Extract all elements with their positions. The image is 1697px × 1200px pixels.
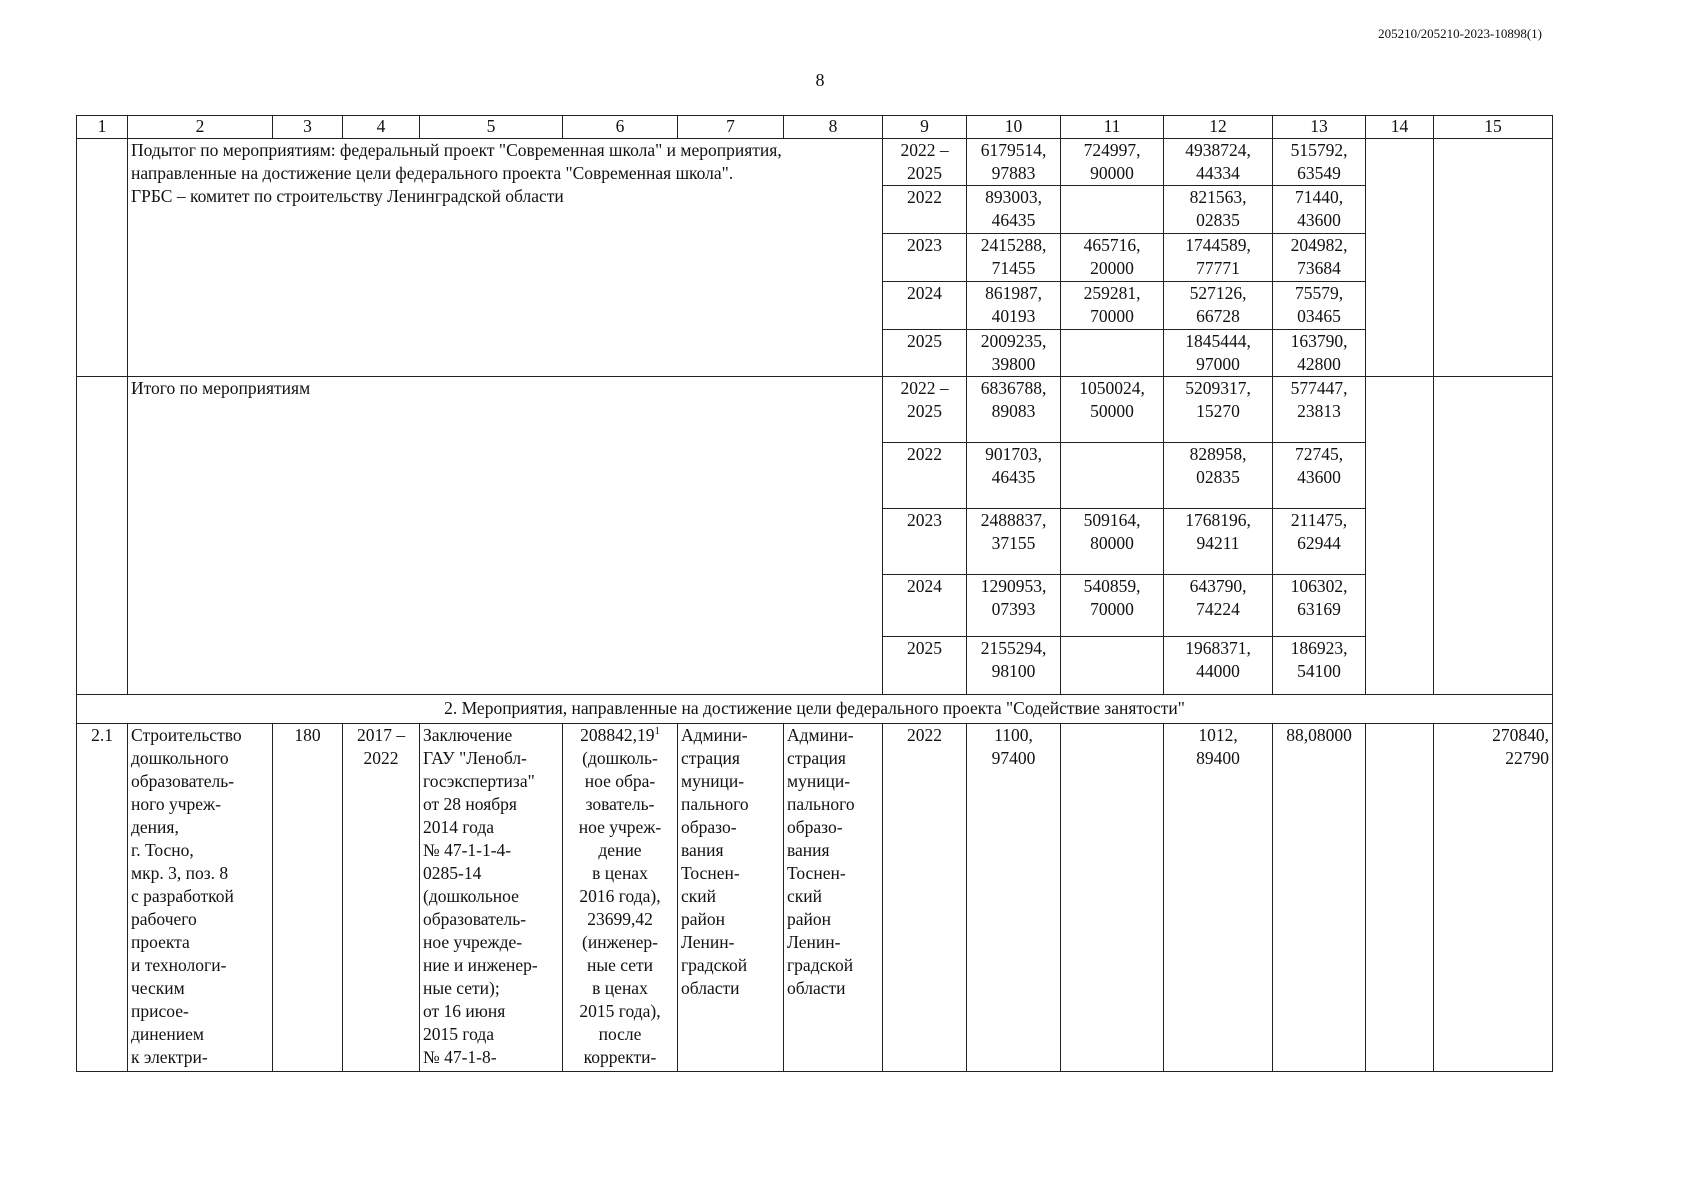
col-num-1: 1 [77, 116, 128, 139]
subtotal-regional-value: 821563, 02835 [1164, 186, 1273, 234]
subtotal-federal-value: 465716, 20000 [1061, 234, 1164, 282]
subtotal-local-value: 163790, 42800 [1273, 330, 1366, 377]
col-num-13: 13 [1273, 116, 1366, 139]
total-regional-value: 643790, 74224 [1164, 575, 1273, 637]
item-period: 2017 – 2022 [343, 724, 420, 1072]
total-row [77, 377, 1553, 443]
col-num-15: 15 [1434, 116, 1553, 139]
subtotal-total-value: 2009235, 39800 [967, 330, 1061, 377]
footnote-mark: 1 [654, 725, 660, 738]
total-col15 [1434, 377, 1553, 695]
total-total-value: 1290953, 07393 [967, 575, 1061, 637]
subtotal-total-value: 893003, 46435 [967, 186, 1061, 234]
subtotal-year: 2025 [883, 330, 967, 377]
total-label: Итого по мероприятиям [128, 377, 883, 695]
col-num-12: 12 [1164, 116, 1273, 139]
subtotal-regional-value: 1744589, 77771 [1164, 234, 1273, 282]
item-customer: Админи- страция муници- пального образо- вания Тоснен- ский район Ленин- градской области [678, 724, 784, 1072]
subtotal-federal-value: 724997, 90000 [1061, 139, 1164, 186]
total-federal-value: 540859, 70000 [1061, 575, 1164, 637]
col-num-4: 4 [343, 116, 420, 139]
total-local-value: 577447, 23813 [1273, 377, 1366, 443]
subtotal-regional-value: 527126, 66728 [1164, 282, 1273, 330]
subtotal-year: 2022 – 2025 [883, 139, 967, 186]
item-expertise: Заключение ГАУ "Ленобл- госэкспертиза" от 28 ноября 2014 года № 47-1-1-4- 0285-14 (дошкольное образователь- ное учрежде- ние и инженер- ные сети); от 16 июня 2015 года № 47-1-8- [420, 724, 563, 1072]
item-federal-value [1061, 724, 1164, 1072]
item-col14 [1366, 724, 1434, 1072]
total-federal-value: 509164, 80000 [1061, 509, 1164, 575]
subtotal-total-value: 6179514, 97883 [967, 139, 1061, 186]
col-num-8: 8 [784, 116, 883, 139]
item-cost-details: (дошколь- ное обра- зователь- ное учреж- дение в ценах 2016 года), 23699,42 (инженер- ные сети в ценах 2015 года), после корректи- [578, 748, 662, 1067]
total-local-value: 211475, 62944 [1273, 509, 1366, 575]
item-remaining-cost: 270840, 22790 [1434, 724, 1553, 1072]
total-total-value: 2488837, 37155 [967, 509, 1061, 575]
subtotal-col14 [1366, 139, 1434, 377]
total-federal-value [1061, 637, 1164, 695]
subtotal-label: Подытог по мероприятиям: федеральный проект "Современная школа" и мероприятия, направленные на достижение цели федерального проекта "Современная школа". ГРБС – комитет по строительству Ленинградской области [128, 139, 883, 377]
col-num-14: 14 [1366, 116, 1434, 139]
subtotal-federal-value [1061, 330, 1164, 377]
total-col14 [1366, 377, 1434, 695]
col-num-11: 11 [1061, 116, 1164, 139]
total-year: 2022 – 2025 [883, 377, 967, 443]
subtotal-local-value: 204982, 73684 [1273, 234, 1366, 282]
program-table [76, 115, 1553, 1072]
subtotal-year: 2024 [883, 282, 967, 330]
section-row [77, 695, 1553, 724]
item-row [77, 724, 1553, 1072]
total-federal-value: 1050024, 50000 [1061, 377, 1164, 443]
total-year: 2025 [883, 637, 967, 695]
item-year: 2022 [883, 724, 967, 1072]
col-num-10: 10 [967, 116, 1061, 139]
total-total-value: 901703, 46435 [967, 443, 1061, 509]
document-id: 205210/205210-2023-10898(1) [1378, 26, 1542, 41]
subtotal-federal-value [1061, 186, 1164, 234]
col-num-7: 7 [678, 116, 784, 139]
col-num-6: 6 [563, 116, 678, 139]
col-num-5: 5 [420, 116, 563, 139]
subtotal-year: 2022 [883, 186, 967, 234]
subtotal-local-value: 75579, 03465 [1273, 282, 1366, 330]
total-regional-value: 1768196, 94211 [1164, 509, 1273, 575]
subtotal-regional-value: 4938724, 44334 [1164, 139, 1273, 186]
item-number: 2.1 [77, 724, 128, 1072]
subtotal-row [77, 139, 1553, 186]
total-year: 2024 [883, 575, 967, 637]
total-year: 2023 [883, 509, 967, 575]
column-number-row [77, 116, 1553, 139]
total-regional-value: 5209317, 15270 [1164, 377, 1273, 443]
total-local-value: 106302, 63169 [1273, 575, 1366, 637]
subtotal-regional-value: 1845444, 97000 [1164, 330, 1273, 377]
total-regional-value: 1968371, 44000 [1164, 637, 1273, 695]
total-num-cell [77, 377, 128, 695]
item-cost-value: 208842,19 [580, 725, 655, 745]
item-name: Строительство дошкольного образователь- ного учреж- дения, г. Тосно, мкр. 3, поз. 8 с разработкой рабочего проекта и технологи- ческим присое- динением к электри- [128, 724, 273, 1072]
total-local-value: 186923, 54100 [1273, 637, 1366, 695]
subtotal-num-cell [77, 139, 128, 377]
page-number: 8 [815, 70, 825, 90]
total-regional-value: 828958, 02835 [1164, 443, 1273, 509]
subtotal-local-value: 71440, 43600 [1273, 186, 1366, 234]
subtotal-federal-value: 259281, 70000 [1061, 282, 1164, 330]
item-regional-value: 1012, 89400 [1164, 724, 1273, 1072]
item-contractor: Админи- страция муници- пального образо- вания Тоснен- ский район Ленин- градской области [784, 724, 883, 1072]
subtotal-local-value: 515792, 63549 [1273, 139, 1366, 186]
total-year: 2022 [883, 443, 967, 509]
item-total-value: 1100, 97400 [967, 724, 1061, 1072]
subtotal-total-value: 2415288, 71455 [967, 234, 1061, 282]
subtotal-col15 [1434, 139, 1553, 377]
item-local-value: 88,08000 [1273, 724, 1366, 1072]
total-total-value: 2155294, 98100 [967, 637, 1061, 695]
item-capacity: 180 [273, 724, 343, 1072]
total-local-value: 72745, 43600 [1273, 443, 1366, 509]
subtotal-year: 2023 [883, 234, 967, 282]
col-num-2: 2 [128, 116, 273, 139]
section-title: 2. Мероприятия, направленные на достижение цели федерального проекта "Содействие занятости" [77, 695, 1553, 724]
total-total-value: 6836788, 89083 [967, 377, 1061, 443]
col-num-9: 9 [883, 116, 967, 139]
subtotal-total-value: 861987, 40193 [967, 282, 1061, 330]
item-estimated-cost [563, 724, 678, 1072]
total-federal-value [1061, 443, 1164, 509]
col-num-3: 3 [273, 116, 343, 139]
